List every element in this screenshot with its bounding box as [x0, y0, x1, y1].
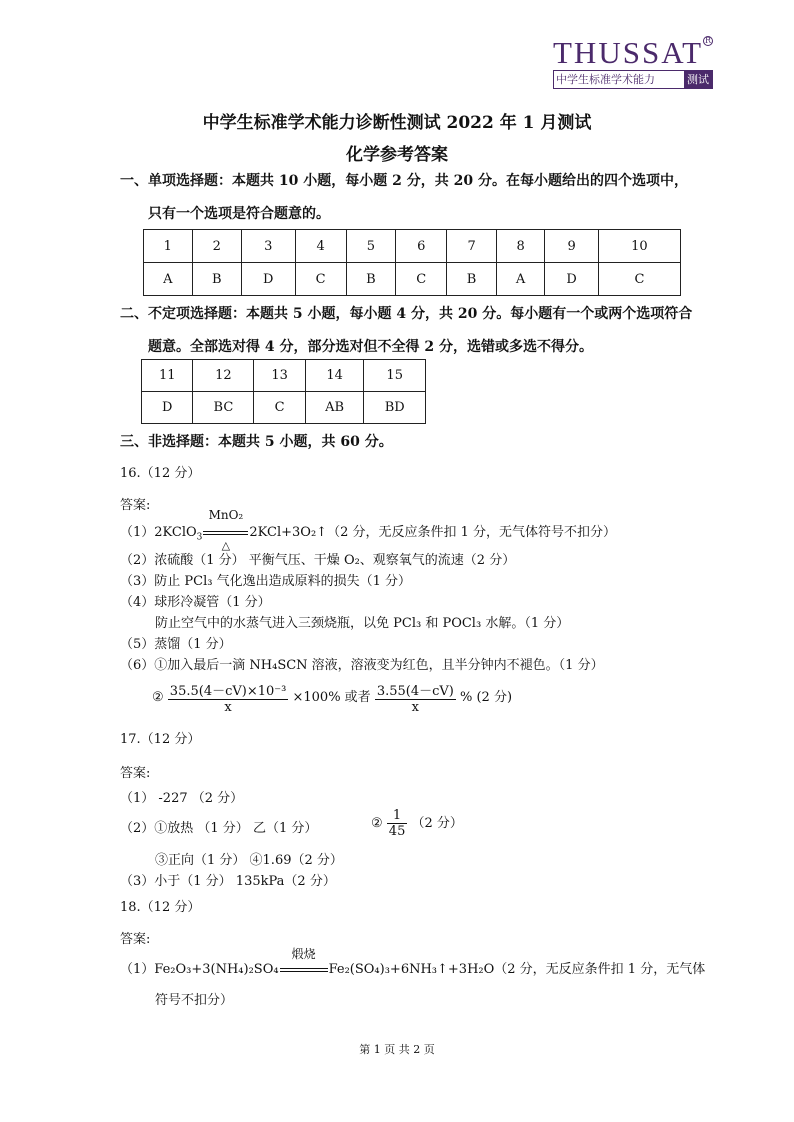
- page-footer: 第 1 页 共 2 页: [359, 1043, 435, 1056]
- table-cell: 8: [496, 230, 545, 263]
- q16-part5: （5）蒸馏（1 分）: [120, 637, 232, 652]
- reaction-condition-arrow: [280, 947, 328, 977]
- table-cell: 14: [305, 360, 364, 392]
- q17-part3: （3）小于（1 分） 135kPa（2 分）: [120, 874, 336, 889]
- table-cell: 1: [144, 230, 193, 263]
- fraction: [387, 808, 408, 839]
- table-cell: B: [346, 263, 395, 296]
- catalyst-label: MnO₂: [208, 508, 244, 522]
- q16-part4b: 防止空气中的水蒸气进入三颈烧瓶，以免 PCl₃ 和 POCl₃ 水解。（1 分）: [155, 616, 570, 631]
- table-cell: B: [447, 263, 496, 296]
- page-subtitle: 化学参考答案: [346, 145, 448, 165]
- table-cell: A: [496, 263, 545, 296]
- q16-part1-reactant: （1）2KClO: [120, 525, 197, 540]
- circle-two: ②: [152, 690, 164, 705]
- q18-part1-continued: 符号不扣分）: [155, 993, 234, 1008]
- section2-heading-line1: 二、不定项选择题：本题共 5 小题，每小题 4 分，共 20 分。每小题有一个或两个选项符合: [120, 306, 693, 322]
- numerator: 35.5(4－cV)×10⁻³: [168, 680, 289, 700]
- table-cell: 12: [193, 360, 254, 392]
- table-cell: 11: [142, 360, 193, 392]
- numerator: 1: [387, 808, 408, 824]
- denominator: x: [411, 700, 420, 715]
- calcination-label: 煅烧: [291, 947, 316, 961]
- denominator: x: [224, 700, 232, 715]
- q17-part2a: （2）①放热 （1 分） 乙（1 分）: [120, 821, 318, 836]
- q16-part6b-suffix: % (2 分): [460, 690, 513, 705]
- section1-heading-line1: 一、单项选择题：本题共 10 小题，每小题 2 分，共 20 分。在每小题给出的四个选项中，: [120, 173, 688, 189]
- q16-label: 16.（12 分）: [120, 466, 201, 481]
- table-cell: C: [295, 263, 346, 296]
- table-cell: C: [254, 392, 305, 424]
- q18-part1-reactants: （1）Fe₂O₃+3(NH₄)₂SO₄: [120, 962, 279, 977]
- circle-two: ②: [371, 816, 383, 831]
- table-cell: AB: [305, 392, 364, 424]
- table-cell: 9: [545, 230, 599, 263]
- logo-tag: 测试: [684, 71, 712, 88]
- section1-answer-table: [143, 229, 681, 296]
- fraction: [168, 680, 289, 715]
- table-cell: C: [396, 263, 447, 296]
- heat-symbol: △: [221, 539, 231, 552]
- table-cell: D: [142, 392, 193, 424]
- thussat-logo: [553, 35, 713, 89]
- table-cell: BC: [193, 392, 254, 424]
- table-cell: BD: [364, 392, 426, 424]
- q16-part6a: （6）①加入最后一滴 NH₄SCN 溶液，溶液变为红色，且半分钟内不褪色。（1 分）: [120, 658, 604, 673]
- section1-number-row: [144, 230, 681, 263]
- q17-part1: （1） -227 （2 分）: [120, 791, 244, 806]
- q18-answer-label: 答案:: [120, 932, 151, 947]
- q17-part2b: [371, 808, 463, 839]
- q17-part2c: ③正向（1 分） ④1.69（2 分）: [155, 853, 343, 868]
- subscript: 3: [196, 532, 203, 543]
- numerator: 3.55(4－cV): [375, 680, 456, 700]
- q16-part2: （2）浓硫酸（1 分） 平衡气压、干燥 O₂、观察氧气的流速（2 分）: [120, 553, 516, 568]
- q16-answer-label: 答案:: [120, 498, 151, 513]
- equals-line: [203, 531, 248, 535]
- q16-part1: [120, 508, 617, 552]
- table-cell: 13: [254, 360, 305, 392]
- table-cell: D: [545, 263, 599, 296]
- logo-tagline: 中学生标准学术能力: [556, 73, 655, 86]
- section3-heading: 三、非选择题：本题共 5 小题，共 60 分。: [120, 434, 393, 450]
- table-cell: 10: [598, 230, 680, 263]
- section1-heading-line2: 只有一个选项是符合题意的。: [148, 206, 330, 222]
- section2-number-row: [142, 360, 426, 392]
- table-cell: B: [192, 263, 241, 296]
- q17-answer-label: 答案:: [120, 766, 151, 781]
- table-cell: D: [242, 263, 296, 296]
- table-cell: 5: [346, 230, 395, 263]
- q16-part6b: [152, 680, 512, 715]
- q18-part1-products: Fe₂(SO₄)₃+6NH₃↑+3H₂O（2 分，无反应条件扣 1 分，无气体: [328, 962, 706, 977]
- registered-mark: R: [704, 36, 712, 45]
- table-cell: 15: [364, 360, 426, 392]
- section2-answer-table: [141, 359, 426, 424]
- q17-part2b-suffix: （2 分）: [411, 816, 463, 831]
- q16-part4a: （4）球形冷凝管（1 分）: [120, 595, 271, 610]
- q18-label: 18.（12 分）: [120, 900, 201, 915]
- section2-answer-row: [142, 392, 426, 424]
- q18-part1: [120, 947, 706, 977]
- q16-part1-products: 2KCl+3O₂↑（2 分，无反应条件扣 1 分，无气体符号不扣分）: [249, 525, 617, 540]
- q16-part3: （3）防止 PCl₃ 气化逸出造成原料的损失（1 分）: [120, 574, 412, 589]
- section1-answer-row: [144, 263, 681, 296]
- equals-line: [280, 968, 328, 972]
- reaction-condition-arrow: [203, 508, 248, 552]
- logo-tagline-bar: [553, 70, 713, 89]
- section2-heading-line2: 题意。全部选对得 4 分，部分选对但不全得 2 分，选错或多选不得分。: [148, 339, 593, 355]
- fraction: [375, 680, 456, 715]
- page-title: 中学生标准学术能力诊断性测试 2022 年 1 月测试: [202, 113, 592, 133]
- logo-brand: THUSSAT: [553, 35, 704, 70]
- table-cell: 3: [242, 230, 296, 263]
- denominator: 45: [388, 824, 406, 839]
- table-cell: C: [598, 263, 680, 296]
- table-cell: 6: [396, 230, 447, 263]
- table-cell: 4: [295, 230, 346, 263]
- table-cell: 7: [447, 230, 496, 263]
- table-cell: A: [144, 263, 193, 296]
- q16-part6b-mid: ×100% 或者: [292, 690, 371, 705]
- table-cell: 2: [192, 230, 241, 263]
- q17-label: 17.（12 分）: [120, 732, 201, 747]
